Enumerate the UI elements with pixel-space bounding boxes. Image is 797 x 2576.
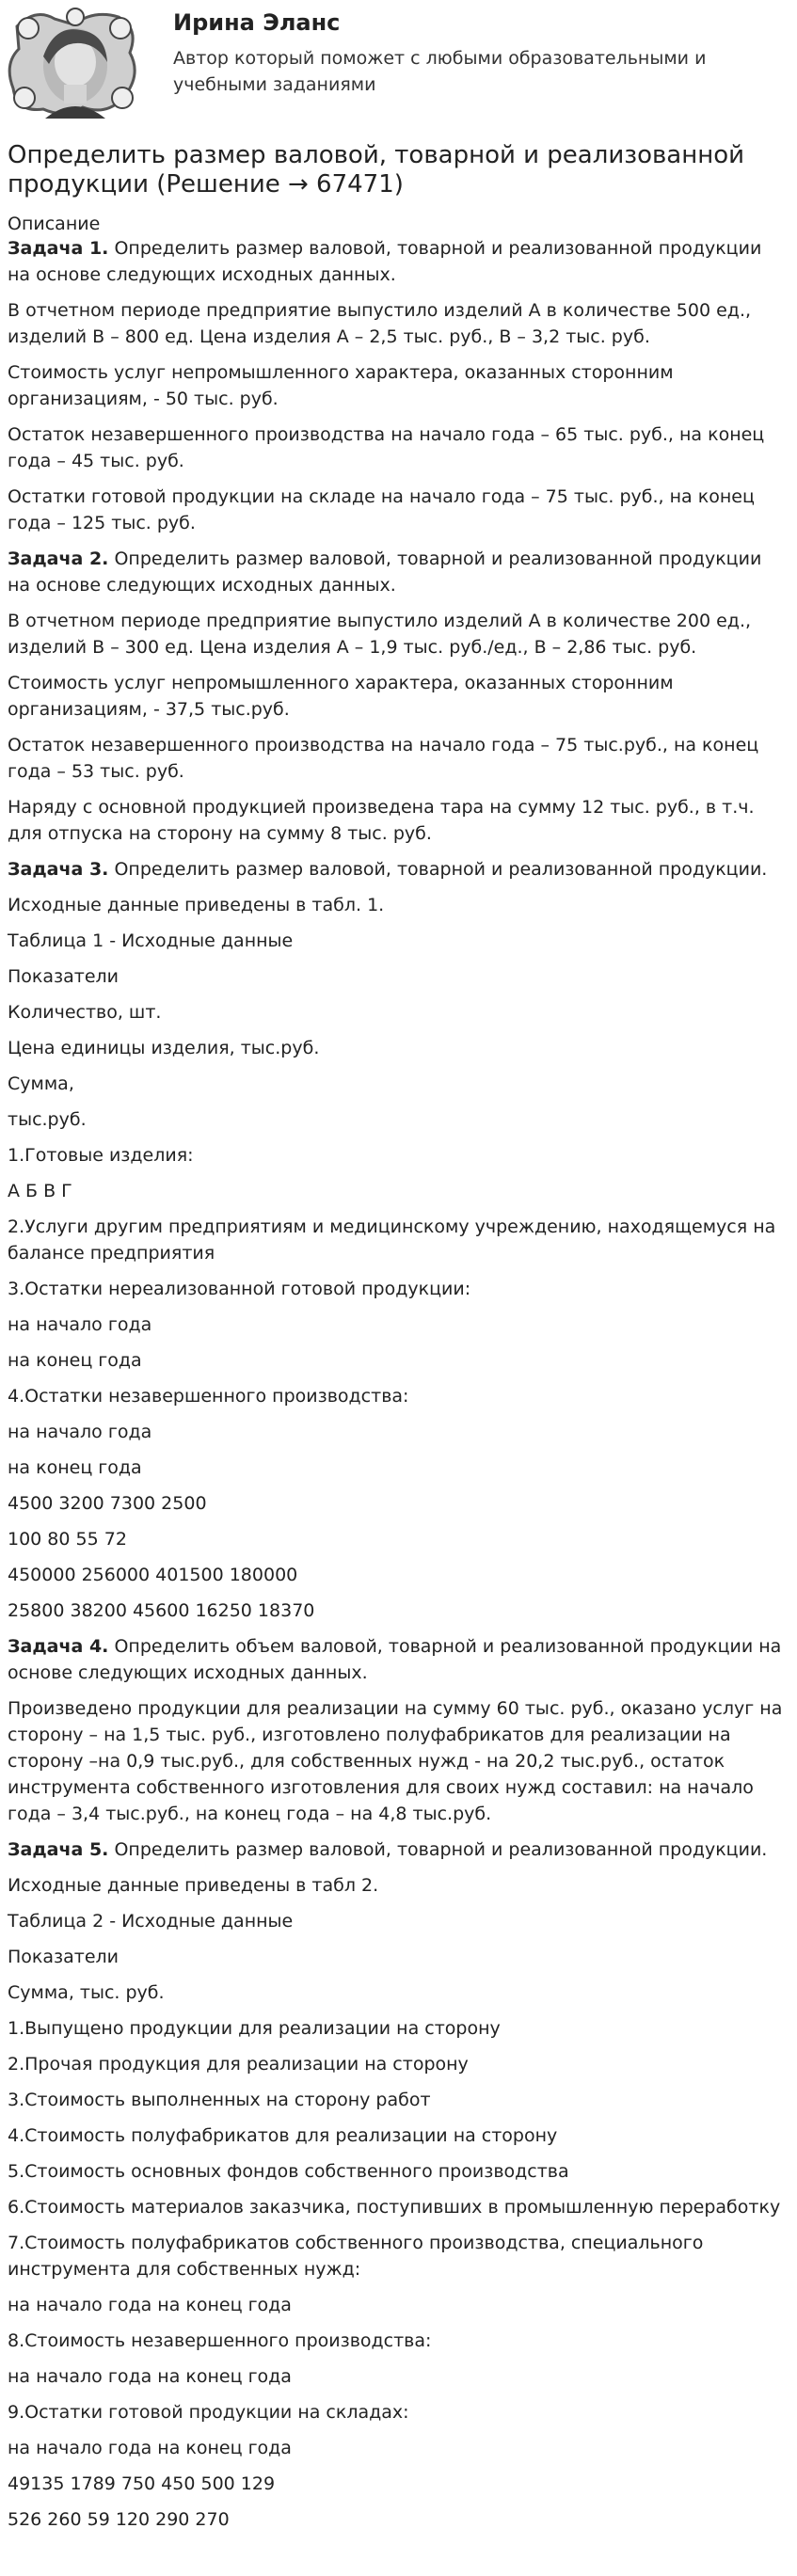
paragraph-text: на начало года [8,1314,152,1335]
description-paragraph [8,1598,789,1624]
paragraph-text: 4500 3200 7300 2500 [8,1493,207,1514]
author-avatar[interactable] [8,8,141,119]
paragraph-text: 7.Стоимость полуфабрикатов собственного производства, специального инструмента для собственных нужд: [8,2233,704,2280]
description-paragraph [8,359,789,412]
paragraph-text: В отчетном периоде предприятие выпустило изделий А в количестве 200 ед., изделий В – 300 ед. Цена изделия А – 1,9 тыс. руб./ед., В – 2,86 тыс. руб. [8,611,752,658]
description-paragraph [8,1214,789,1266]
task-heading: Задача 3. [8,859,109,880]
task-heading: Задача 4. [8,1636,109,1657]
description-paragraph [8,235,789,288]
paragraph-text: 1.Готовые изделия: [8,1145,194,1166]
description-label: Описание [8,214,101,234]
description-paragraph [8,1944,789,1970]
paragraph-text: Произведено продукции для реализации на сумму 60 тыс. руб., оказано услуг на сторону – на 1,5 тыс. руб., изготовлено полуфабрикатов для реализации на сторону –на 0,9 тыс.руб., для собственных нужд - на 20,2 тыс.руб., остаток инструмента собственного изготовления для своих нужд составил: на начало года – 3,4 тыс.руб., на конец года – на 4,8 тыс.руб. [8,1698,783,1824]
description-paragraph [8,1455,789,1481]
paragraph-text: 100 80 55 72 [8,1529,127,1550]
description-paragraph [8,856,789,883]
description-paragraph [8,2399,789,2425]
task-description [8,235,789,2533]
paragraph-text: 25800 38200 45600 16250 18370 [8,1600,315,1621]
description-paragraph [8,2015,789,2042]
description-paragraph [8,1695,789,1827]
author-name[interactable]: Ирина Эланс [173,9,341,36]
paragraph-text: 4.Стоимость полуфабрикатов для реализации на сторону [8,2125,558,2146]
description-paragraph [8,608,789,660]
description-paragraph [8,1908,789,1934]
paragraph-text: Остатки готовой продукции на складе на начало года – 75 тыс. руб., на конец года – 125 тыс. руб. [8,486,755,533]
paragraph-text: 9.Остатки готовой продукции на складах: [8,2402,409,2423]
description-paragraph [8,2435,789,2461]
paragraph-text: Остаток незавершенного производства на начало года – 75 тыс.руб., на конец года – 53 тыс. руб. [8,735,759,782]
paragraph-text: Стоимость услуг непромышленного характера, оказанных сторонним организациям, - 50 тыс. руб. [8,362,674,409]
paragraph-text: на начало года на конец года [8,2295,292,2315]
paragraph-text: 5.Стоимость основных фондов собственного производства [8,2161,569,2182]
paragraph-text: 526 260 59 120 290 270 [8,2509,230,2530]
paragraph-text: В отчетном периоде предприятие выпустило изделий А в количестве 500 ед., изделий В – 800 ед. Цена изделия А – 2,5 тыс. руб., В – 3,2 тыс. руб. [8,300,752,347]
paragraph-text: 450000 256000 401500 180000 [8,1565,298,1585]
description-paragraph [8,484,789,536]
description-paragraph [8,2087,789,2113]
task-heading: Задача 2. [8,549,109,569]
paragraph-text: на начало года [8,1422,152,1442]
paragraph-text: Определить размер валовой, товарной и реализованной продукции на основе следующих исходных данных. [8,238,762,285]
task-heading: Задача 1. [8,238,109,259]
description-paragraph [8,546,789,598]
paragraph-text: А Б В Г [8,1181,72,1201]
description-paragraph [8,1526,789,1552]
paragraph-text: тыс.руб. [8,1109,87,1130]
paragraph-text: Определить размер валовой, товарной и реализованной продукции. [108,859,768,880]
paragraph-text: 4.Остатки незавершенного производства: [8,1386,409,1407]
description-paragraph [8,892,789,918]
description-paragraph [8,1562,789,1588]
description-paragraph [8,1837,789,1863]
description-paragraph [8,2328,789,2354]
paragraph-text: на начало года на конец года [8,2366,292,2387]
description-paragraph [8,1142,789,1169]
paragraph-text: Исходные данные приведены в табл. 1. [8,895,385,915]
description-paragraph [8,2471,789,2497]
paragraph-text: 2.Прочая продукция для реализации на сторону [8,2054,469,2075]
description-paragraph [8,1633,789,1686]
description-paragraph [8,1035,789,1061]
paragraph-text: Определить объем валовой, товарной и реализованной продукции на основе следующих исходных данных. [8,1636,782,1683]
paragraph-text: 2.Услуги другим предприятиям и медицинскому учреждению, находящемуся на балансе предприятия [8,1216,776,1264]
description-paragraph [8,963,789,990]
description-paragraph [8,2292,789,2318]
description-paragraph [8,1872,789,1899]
paragraph-text: Сумма, [8,1073,74,1094]
paragraph-text: на конец года [8,1457,142,1478]
paragraph-text: на начало года на конец года [8,2438,292,2458]
paragraph-text: Наряду с основной продукцией произведена тара на сумму 12 тыс. руб., в т.ч. для отпуска на сторону на сумму 8 тыс. руб. [8,797,755,844]
task-heading: Задача 5. [8,1839,109,1860]
paragraph-text: Показатели [8,966,120,987]
description-paragraph [8,999,789,1026]
author-header [0,0,797,124]
description-paragraph [8,1071,789,1097]
paragraph-text: Таблица 1 - Исходные данные [8,930,294,951]
description-paragraph [8,2506,789,2533]
paragraph-text: Цена единицы изделия, тыс.руб. [8,1038,320,1058]
description-paragraph [8,1980,789,2006]
description-paragraph [8,2123,789,2149]
description-paragraph [8,732,789,785]
description-paragraph [8,2230,789,2282]
paragraph-text: 3.Стоимость выполненных на сторону работ [8,2090,431,2110]
paragraph-text: 6.Стоимость материалов заказчика, поступивших в промышленную переработку [8,2197,781,2218]
description-paragraph [8,928,789,954]
description-paragraph [8,297,789,350]
paragraph-text: Количество, шт. [8,1002,162,1023]
description-paragraph [8,2194,789,2220]
paragraph-text: Определить размер валовой, товарной и реализованной продукции на основе следующих исходных данных. [8,549,762,596]
description-paragraph [8,421,789,474]
paragraph-text: Исходные данные приведены в табл 2. [8,1875,379,1896]
paragraph-text: Определить размер валовой, товарной и реализованной продукции. [108,1839,768,1860]
paragraph-text: Таблица 2 - Исходные данные [8,1911,294,1932]
description-paragraph [8,1178,789,1204]
description-paragraph [8,794,789,847]
description-paragraph [8,1106,789,1133]
paragraph-text: Сумма, тыс. руб. [8,1982,165,2003]
author-description: Автор который поможет с любыми образовательными и учебными заданиями [173,48,707,95]
paragraph-text: Показатели [8,1947,120,1967]
paragraph-text: 3.Остатки нереализованной готовой продукции: [8,1279,471,1299]
page-title: Определить размер валовой, товарной и реализованной продукции (Решение → 67471) [8,141,745,199]
description-paragraph [8,1490,789,1517]
paragraph-text: 49135 1789 750 450 500 129 [8,2473,276,2494]
paragraph-text: 1.Выпущено продукции для реализации на сторону [8,2018,501,2039]
description-paragraph [8,1312,789,1338]
description-paragraph [8,670,789,723]
description-paragraph [8,2051,789,2077]
paragraph-text: Остаток незавершенного производства на начало года – 65 тыс. руб., на конец года – 45 тыс. руб. [8,424,765,471]
paragraph-text: 8.Стоимость незавершенного производства: [8,2330,432,2351]
description-paragraph [8,2158,789,2185]
description-paragraph [8,1276,789,1302]
description-paragraph [8,1383,789,1409]
description-paragraph [8,1419,789,1445]
description-paragraph [8,2363,789,2390]
paragraph-text: на конец года [8,1350,142,1371]
description-paragraph [8,1347,789,1374]
paragraph-text: Стоимость услуг непромышленного характера, оказанных сторонним организациям, - 37,5 тыс.руб. [8,673,674,720]
